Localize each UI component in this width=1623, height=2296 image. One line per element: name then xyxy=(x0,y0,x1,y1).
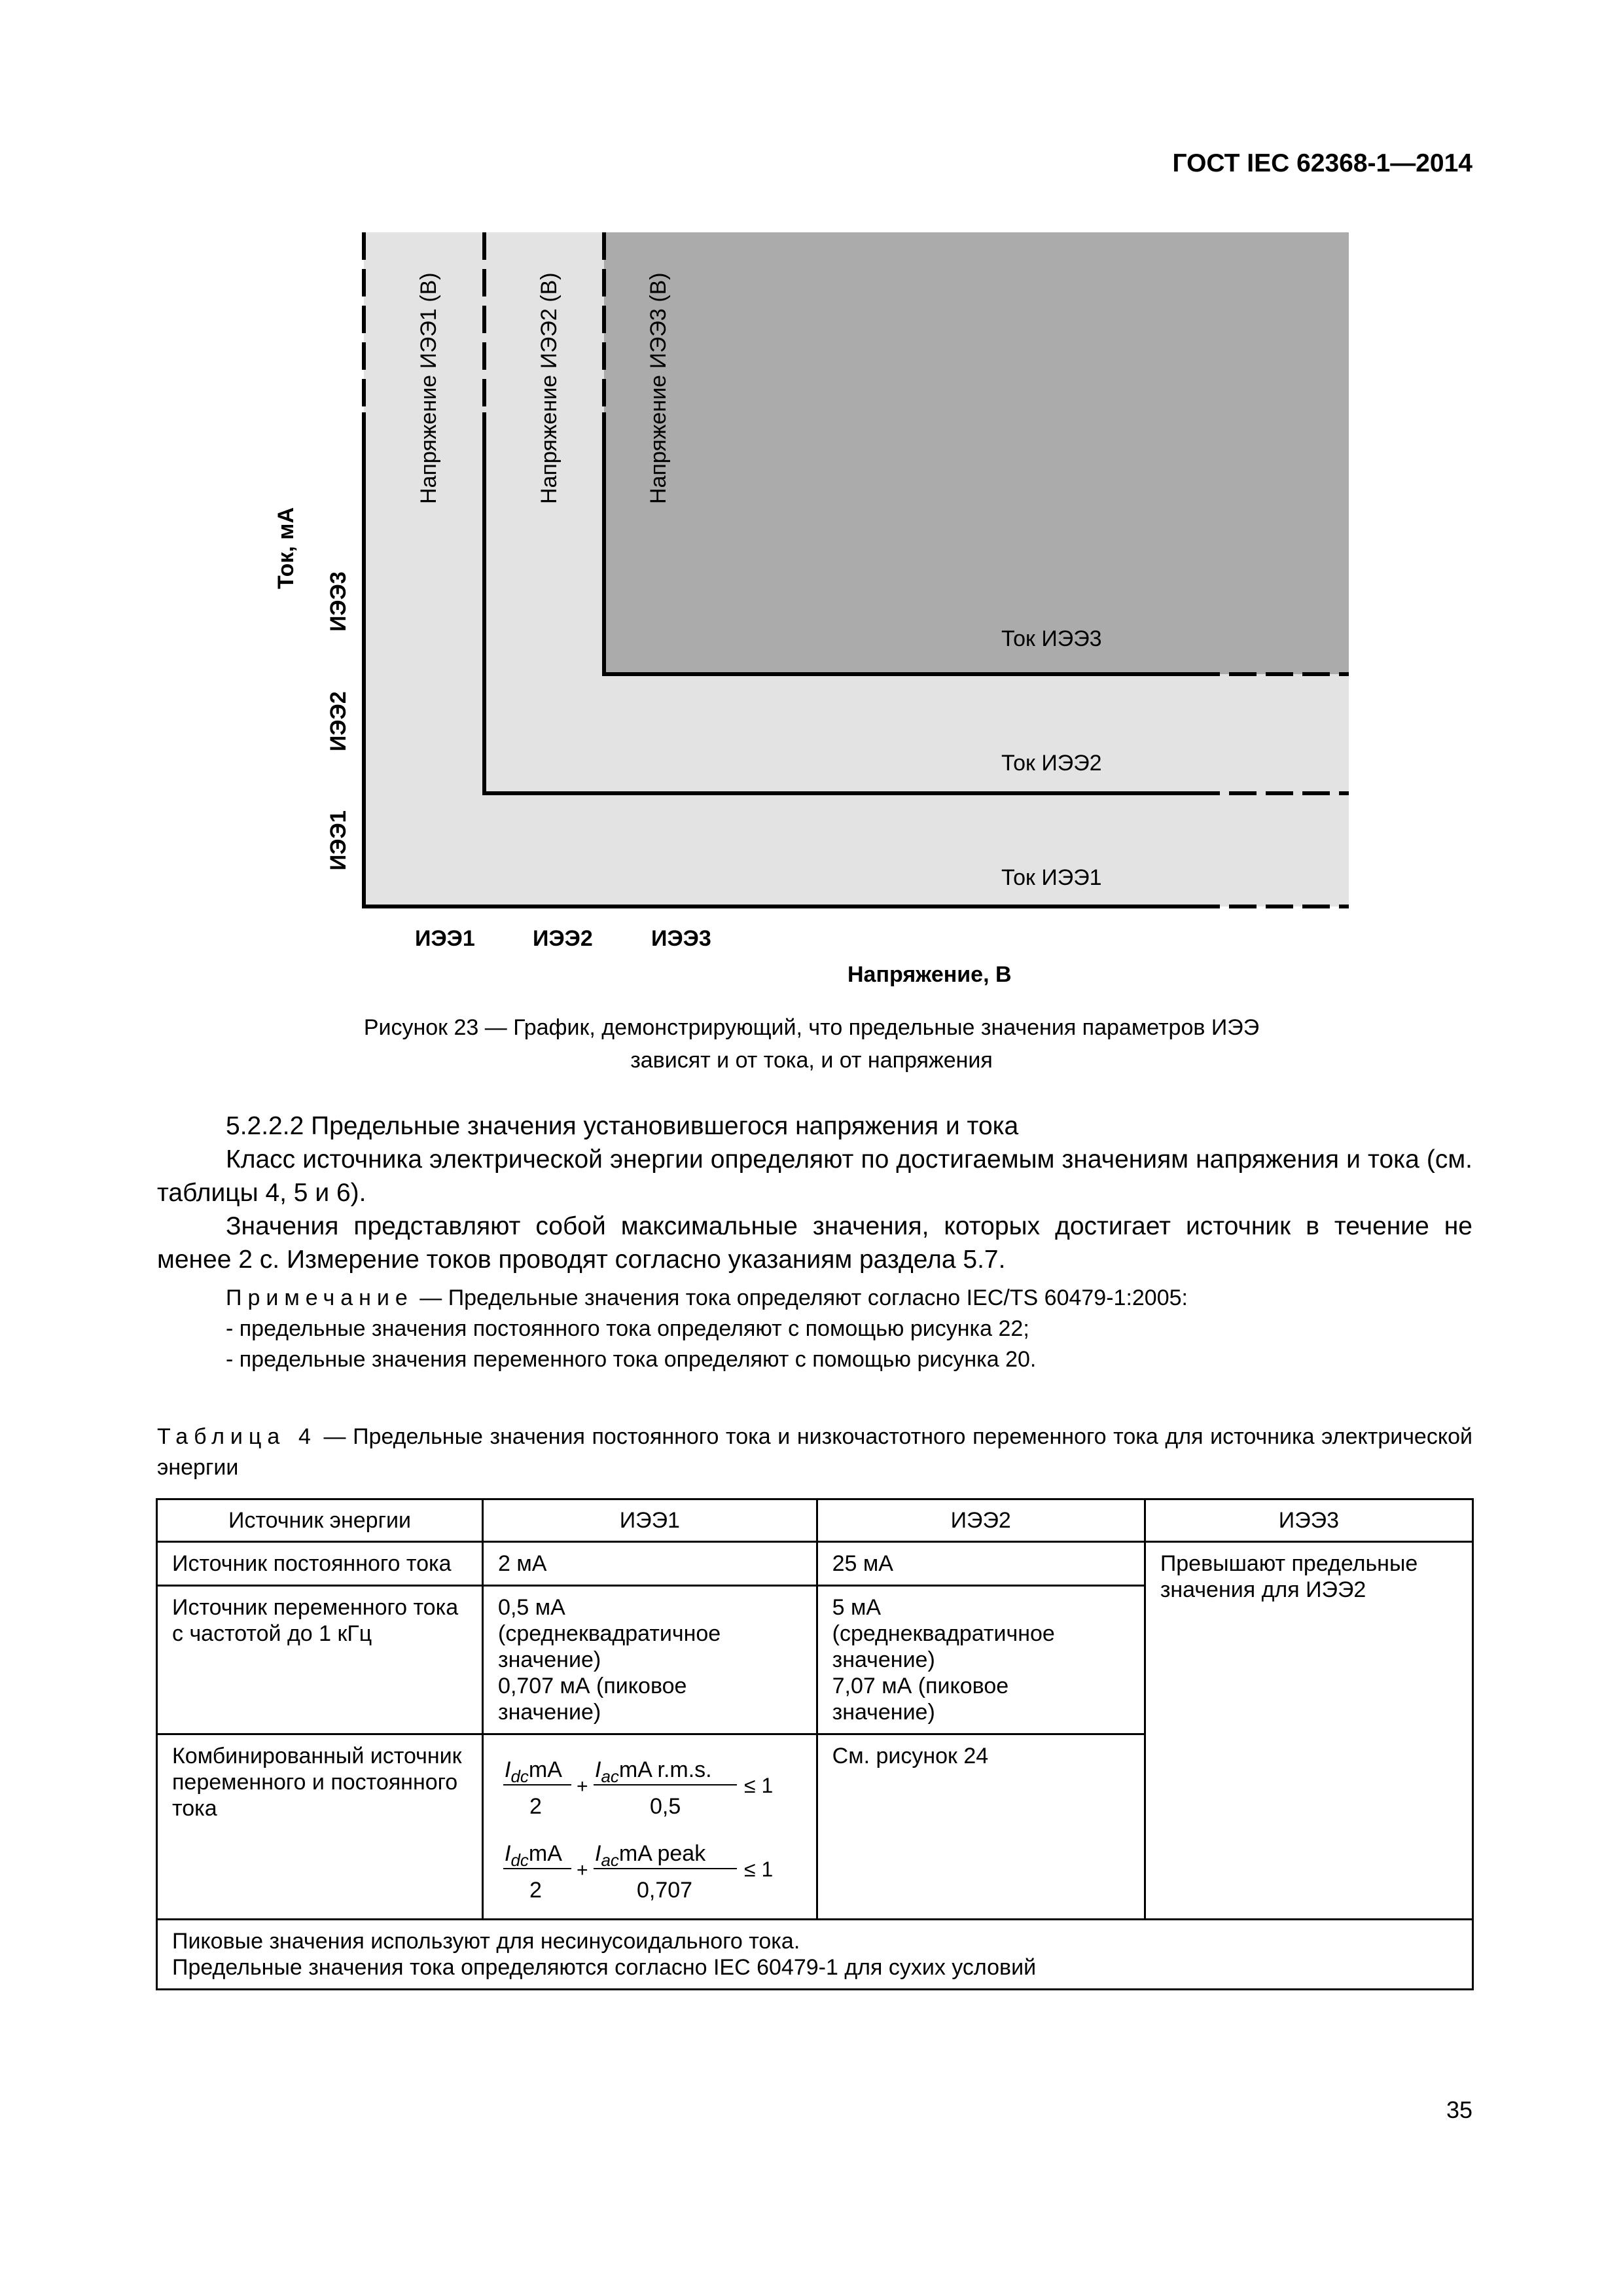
ac-iee1-line: 0,5 мА xyxy=(498,1595,565,1620)
section-heading: 5.2.2.2 Предельные значения установившегося напряжения и тока xyxy=(226,1112,1019,1140)
x-class-label-iee3: ИЭЭ3 xyxy=(651,926,711,951)
figure-caption-line1: Рисунок 23 — График, демонстрирующий, что предельные значения параметров ИЭЭ xyxy=(363,1015,1260,1040)
ac-iee1-line: значение) xyxy=(498,1700,601,1725)
table-footer-line2: Предельные значения тока определяются согласно IEC 60479-1 для сухих условий xyxy=(172,1955,1037,1980)
voltage-label-iee2: Напряжение ИЭЭ2 (В) xyxy=(537,272,562,504)
current-label-iee3: Ток ИЭЭ3 xyxy=(1001,626,1102,651)
figure-23 xyxy=(249,223,1387,998)
ac-iee1-line: 0,707 мА (пиковое xyxy=(498,1674,687,1698)
formula-term-ac: $I_{ac}mA$ r.m.s. xyxy=(595,1757,712,1786)
current-label-iee2: Ток ИЭЭ2 xyxy=(1001,751,1102,776)
x-class-label-iee1: ИЭЭ1 xyxy=(415,926,475,951)
ac-iee1-line: значение) xyxy=(498,1647,601,1672)
cell-combined-iee1 xyxy=(483,1734,817,1920)
header-iee2: ИЭЭ2 xyxy=(817,1499,1145,1542)
paragraph-1: Класс источника электрической энергии определяют по достигаемым значениям напряжения и тока (см. таблицы 4, 5 и 6). xyxy=(157,1145,1472,1207)
cell-dc-iee2: 25 мА xyxy=(817,1542,1145,1586)
cell-ac-iee2 xyxy=(817,1586,1145,1734)
table-row xyxy=(157,1542,1473,1586)
formula-denominator: 0,707 xyxy=(637,1878,693,1903)
note-item-2: - предельные значения переменного тока определяют с помощью рисунка 20. xyxy=(226,1347,1037,1372)
y-class-label-iee3: ИЭЭ3 xyxy=(326,571,351,632)
ac-iee2-line: 7,07 мА (пиковое xyxy=(832,1674,1009,1698)
ac-iee1-line: (среднеквадратичное xyxy=(498,1621,721,1646)
x-class-label-iee2: ИЭЭ2 xyxy=(533,926,593,951)
table-caption xyxy=(157,1422,1472,1483)
voltage-label-iee1: Напряжение ИЭЭ1 (В) xyxy=(416,272,441,504)
cell-ac-source: Источник переменного тока с частотой до 1 кГц xyxy=(157,1586,483,1734)
cell-dc-iee1: 2 мА xyxy=(483,1542,817,1586)
formula-plus: + xyxy=(577,1859,588,1881)
table-footer xyxy=(157,1920,1473,1990)
iee-limits-diagram xyxy=(249,223,1387,995)
x-axis-label: Напряжение, В xyxy=(847,962,1012,987)
formula-denominator: 0,5 xyxy=(650,1794,681,1819)
table-header-row xyxy=(157,1499,1473,1542)
cell-combined-iee2: См. рисунок 24 xyxy=(817,1734,1145,1920)
formula-peak xyxy=(498,1832,802,1910)
energy-limits-table xyxy=(156,1498,1474,1990)
formula-term-ac: $I_{ac}mA$ peak xyxy=(595,1841,706,1870)
table-footer-line1: Пиковые значения используют для несинусоидального тока. xyxy=(172,1929,800,1954)
formula-leq: ≤ 1 xyxy=(744,1857,774,1881)
cell-iee3-all: Превышают предельные значения для ИЭЭ2 xyxy=(1145,1542,1472,1920)
header-iee3: ИЭЭ3 xyxy=(1145,1499,1472,1542)
ac-iee2-line: (среднеквадратичное xyxy=(832,1621,1055,1646)
note-label: Примечание xyxy=(226,1285,414,1310)
current-label-iee1: Ток ИЭЭ1 xyxy=(1001,865,1102,890)
formula-term-dc: $I_{dc}mA$ xyxy=(505,1757,562,1786)
header-iee1: ИЭЭ1 xyxy=(483,1499,817,1542)
document-header: ГОСТ IEC 62368-1—2014 xyxy=(1172,149,1472,177)
ac-iee2-line: значение) xyxy=(832,1700,935,1725)
formula-denominator: 2 xyxy=(529,1878,542,1903)
cell-dc-source: Источник постоянного тока xyxy=(157,1542,483,1586)
formula-term-dc: $I_{dc}mA$ xyxy=(505,1841,562,1870)
note-text: — Предельные значения тока определяют согласно IEC/TS 60479-1:2005: xyxy=(413,1285,1188,1310)
formula-denominator: 2 xyxy=(529,1794,542,1819)
formula-leq: ≤ 1 xyxy=(744,1774,774,1797)
ac-iee2-line: значение) xyxy=(832,1647,935,1672)
y-axis-label: Ток, мА xyxy=(274,507,298,589)
y-class-label-iee2: ИЭЭ2 xyxy=(326,691,351,751)
page-number: 35 xyxy=(1446,2096,1472,2123)
figure-caption xyxy=(157,1011,1466,1077)
formula-rms xyxy=(498,1748,802,1827)
ac-iee2-line: 5 мА xyxy=(832,1595,882,1620)
cell-combined-source: Комбинированный источник переменного и постоянного тока xyxy=(157,1734,483,1920)
paragraph-2: Значения представляют собой максимальные значения, которых достигает источник в течение не менее 2 с. Измерение токов проводят согласно указаниям раздела 5.7. xyxy=(157,1212,1472,1274)
cell-ac-iee1 xyxy=(483,1586,817,1734)
voltage-label-iee3: Напряжение ИЭЭ3 (В) xyxy=(646,272,671,504)
header-energy-source: Источник энергии xyxy=(157,1499,483,1542)
table-footer-row xyxy=(157,1920,1473,1990)
table-caption-text: — Предельные значения постоянного тока и низкочастотного переменного тока для источника электрической энергии xyxy=(157,1424,1472,1480)
formula-plus: + xyxy=(577,1776,588,1797)
table-caption-label: Таблица 4 xyxy=(157,1424,317,1449)
region-iee3 xyxy=(604,232,1349,674)
figure-caption-line2: зависят и от тока, и от напряжения xyxy=(630,1048,993,1073)
y-class-label-iee1: ИЭЭ1 xyxy=(326,810,351,870)
note xyxy=(226,1283,1188,1314)
note-item-1: - предельные значения постоянного тока определяют с помощью рисунка 22; xyxy=(226,1316,1029,1341)
